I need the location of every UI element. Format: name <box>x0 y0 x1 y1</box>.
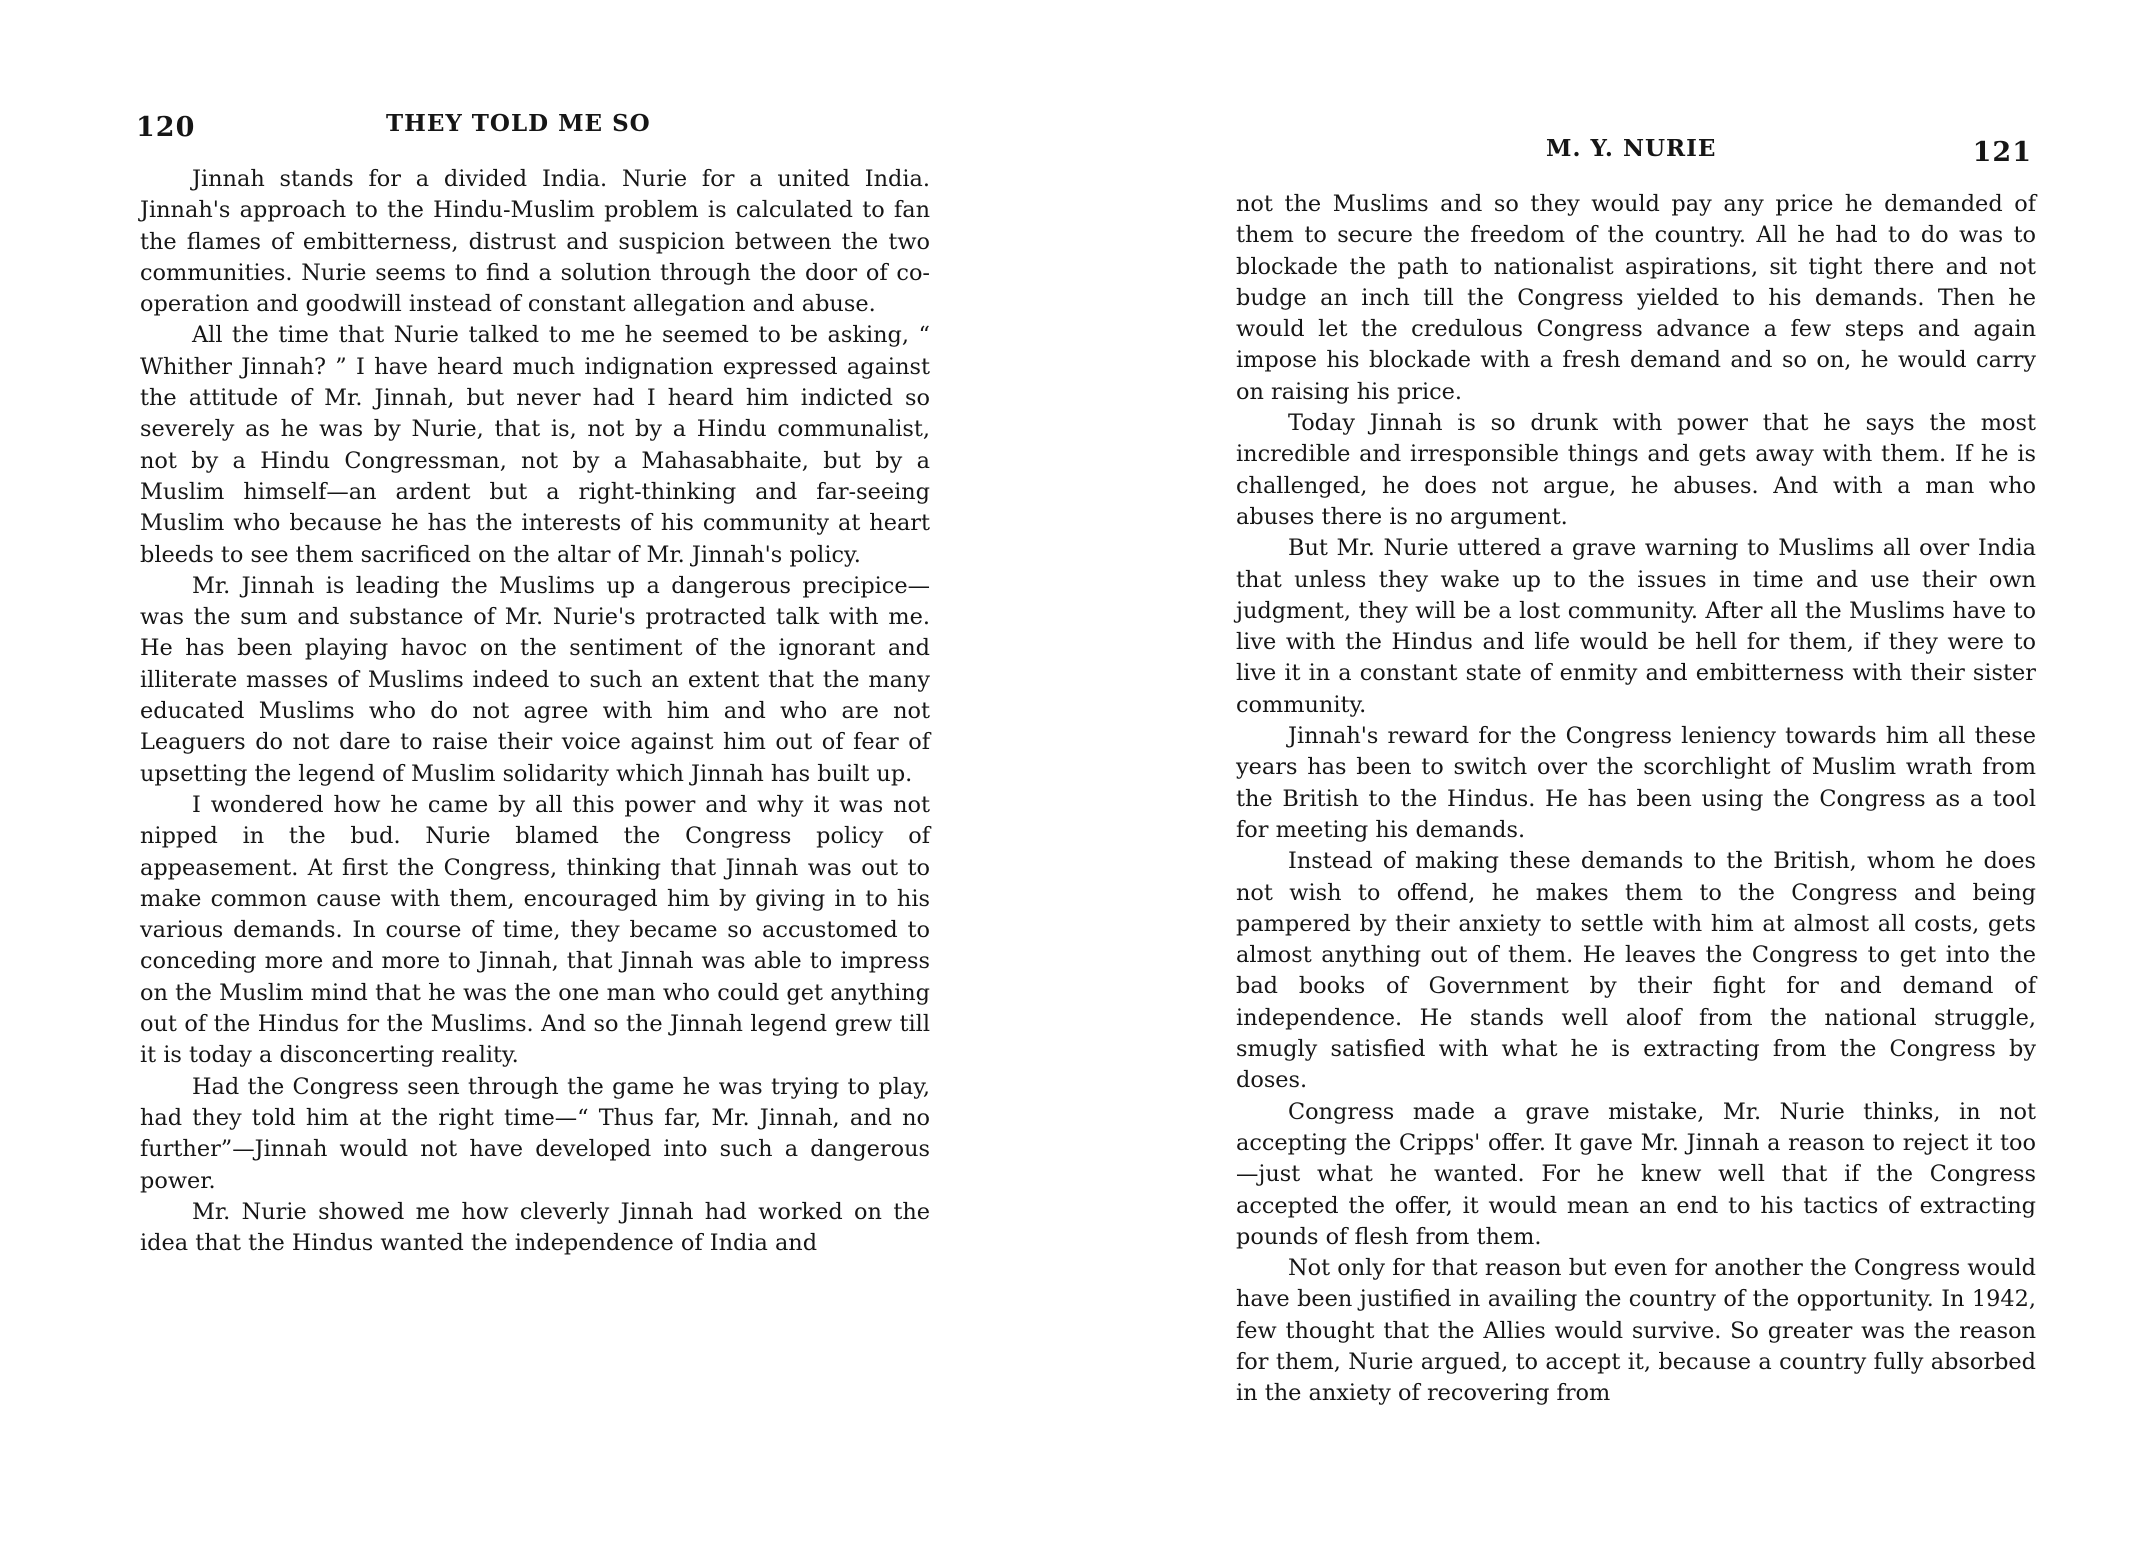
paragraph: Today Jinnah is so drunk with power that he says the most incredible and irresponsible things and gets away with them. If he is challenged, he does not argue, he abuses. And with a man who abuses there is no argument. <box>1236 410 2036 530</box>
paragraph: Jinnah's reward for the Congress leniency towards him all these years has been to switch over the scorchlight of Muslim wrath from the British to the Hindus. He has been using the Congress as a tool for meeting his demands. <box>1236 723 2036 843</box>
right-page <box>1236 133 2036 1410</box>
paragraph: not the Muslims and so they would pay any price he demanded of them to secure the freedom of the country. All he had to do was to blockade the path to nationalist aspirations, sit tight there and not budge an inch till the Congress yielded to his demands. Then he would let the credulous Congress advance a few steps and again impose his blockade with a fresh demand and so on, he would carry on raising his price. <box>1236 191 2036 405</box>
paragraph: But Mr. Nurie uttered a grave warning to Muslims all over India that unless they wake up to the issues in time and use their own judgment, they will be a lost community. After all the Muslims have to live with the Hindus and life would be hell for them, if they were to live it in a constant state of enmity and embitterness with their sister community. <box>1236 535 2036 718</box>
left-body-text <box>140 164 930 1259</box>
paragraph: Jinnah stands for a divided India. Nurie for a united India. Jinnah's approach to the Hindu-Muslim problem is calculated to fan the flames of embitterness, distrust and suspicion between the two communities. Nurie seems to find a solution through the door of co-operation and goodwill instead of constant allegation and abuse. <box>140 166 930 318</box>
right-page-number: 121 <box>1972 137 2032 168</box>
left-page-number: 120 <box>136 112 196 143</box>
paragraph: Instead of making these demands to the British, whom he does not wish to offend, he makes them to the Congress and being pampered by their anxiety to settle with him at almost all costs, gets almost anything out of them. He leaves the Congress to get into the bad books of Government by their fight for and demand of independence. He stands well aloof from the national struggle, smugly satisfied with what he is extracting from the Congress by doses. <box>1236 848 2036 1094</box>
right-running-head <box>1236 133 2036 177</box>
left-page <box>136 108 930 1259</box>
left-running-title: THEY TOLD ME SO <box>386 110 651 137</box>
paragraph: All the time that Nurie talked to me he seemed to be asking, “ Whither Jinnah? ” I have heard much indignation expressed against the attitude of Mr. Jinnah, but never had I heard him indicted so severely as he was by Nurie, that is, not by a Hindu communalist, not by a Hindu Congressman, not by a Mahasabhaite, but by a Muslim himself—an ardent but a right-thinking and far-seeing Muslim who because he has the interests of his community at heart bleeds to see them sacrificed on the altar of Mr. Jinnah's policy. <box>140 322 930 568</box>
paragraph: Mr. Jinnah is leading the Muslims up a dangerous precipice—was the sum and substance of Mr. Nurie's protracted talk with me. He has been playing havoc on the sentiment of the ignorant and illiterate masses of Muslims indeed to such an extent that the many educated Muslims who do not agree with him and who are not Leaguers do not dare to raise their voice against him out of fear of upsetting the legend of Muslim solidarity which Jinnah has built up. <box>140 572 930 787</box>
paragraph: Mr. Nurie showed me how cleverly Jinnah had worked on the idea that the Hindus wanted the independence of India and <box>140 1198 930 1257</box>
paragraph: Not only for that reason but even for another the Congress would have been justified in availing the country of the opportunity. In 1942, few thought that the Allies would survive. So greater was the reason for them, Nurie argued, to accept it, because a country fully absorbed in the anxiety of recovering from <box>1236 1255 2036 1407</box>
right-body-text <box>1236 189 2036 1410</box>
left-running-head <box>136 108 930 152</box>
right-running-title: M. Y. NURIE <box>1546 135 1717 162</box>
paragraph: Congress made a grave mistake, Mr. Nurie thinks, in not accepting the Cripps' offer. It gave Mr. Jinnah a reason to reject it too—just what he wanted. For he knew well that if the Congress accepted the offer, it would mean an end to his tactics of extracting pounds of flesh from them. <box>1236 1098 2036 1250</box>
paragraph: Had the Congress seen through the game he was trying to play, had they told him at the right time—“ Thus far, Mr. Jinnah, and no further”—Jinnah would not have developed into such a dangerous power. <box>140 1073 930 1194</box>
paragraph: I wondered how he came by all this power and why it was not nipped in the bud. Nurie blamed the Congress policy of appeasement. At first the Congress, thinking that Jinnah was out to make common cause with them, encouraged him by giving in to his various demands. In course of time, they became so accustomed to conceding more and more to Jinnah, that Jinnah was able to impress on the Muslim mind that he was the one man who could get anything out of the Hindus for the Muslims. And so the Jinnah legend grew till it is today a disconcerting reality. <box>140 791 930 1069</box>
